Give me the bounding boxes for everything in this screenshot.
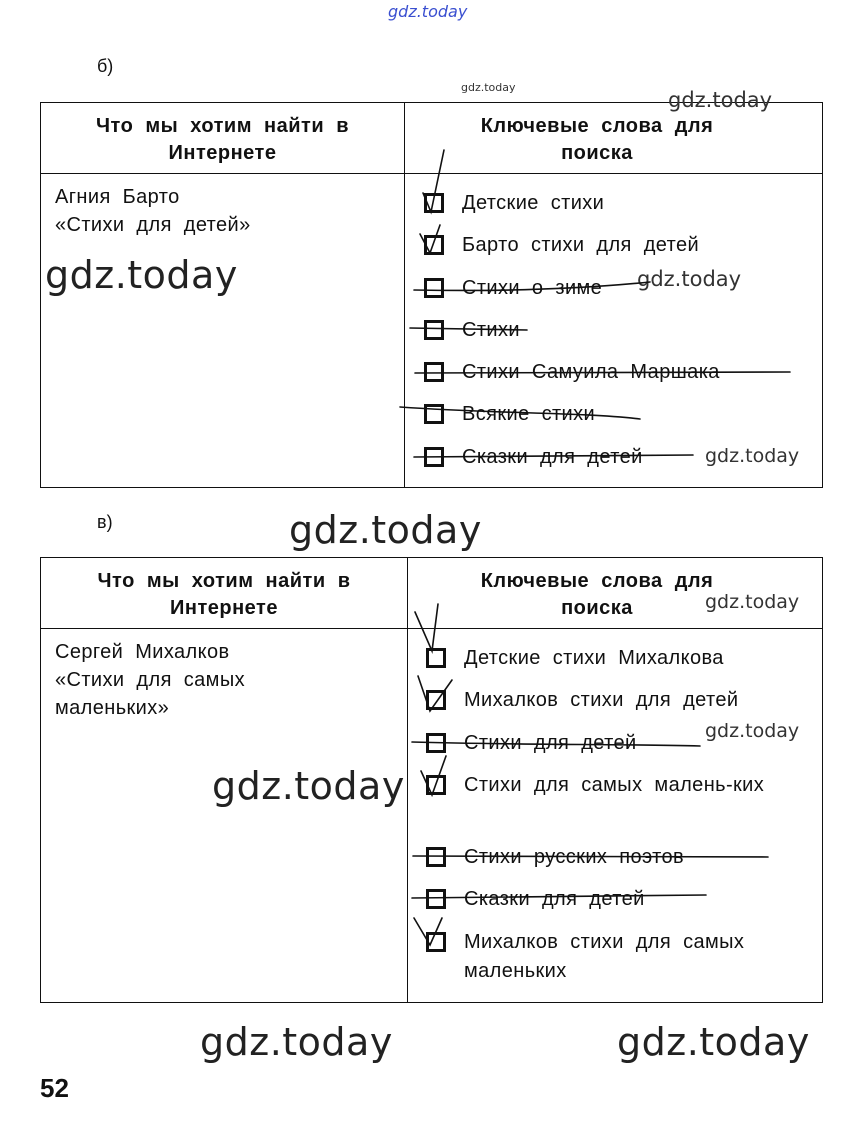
header-right: Ключевые слова для поиска bbox=[480, 570, 714, 619]
watermark-small: gdz.today bbox=[461, 81, 516, 94]
header-left: Что мы хотим найти в Интернете bbox=[95, 115, 349, 164]
watermark-large: gdz.today bbox=[289, 508, 482, 552]
checkbox[interactable] bbox=[424, 404, 444, 424]
option-text: Всякие стихи bbox=[462, 403, 596, 425]
options-list-b bbox=[424, 103, 814, 487]
work-line: Агния Барто bbox=[55, 186, 180, 208]
watermark-large: gdz.today bbox=[45, 253, 238, 297]
option-text: Стихи Самуила Маршака bbox=[462, 361, 720, 383]
watermark-medium: gdz.today bbox=[705, 720, 800, 742]
option-text: Детские стихи bbox=[462, 192, 605, 214]
watermark-medium: gdz.today bbox=[668, 88, 773, 112]
checkbox[interactable] bbox=[426, 690, 446, 710]
watermark-large: gdz.today bbox=[212, 764, 405, 808]
option-text: Стихи bbox=[462, 319, 520, 341]
checkbox[interactable] bbox=[424, 235, 444, 255]
checkbox[interactable] bbox=[424, 362, 444, 382]
option-text: Сказки для детей bbox=[462, 446, 643, 468]
watermark-medium: gdz.today bbox=[705, 591, 800, 613]
checkbox[interactable] bbox=[424, 320, 444, 340]
option-item bbox=[426, 771, 822, 831]
checkbox[interactable] bbox=[424, 193, 444, 213]
header-right: Ключевые слова для поиска bbox=[480, 115, 714, 164]
column-divider bbox=[404, 103, 405, 487]
watermark-medium: gdz.today bbox=[637, 267, 742, 291]
checkbox[interactable] bbox=[426, 932, 446, 952]
table-v bbox=[40, 557, 823, 1003]
header-left: Что мы хотим найти в Интернете bbox=[97, 570, 351, 619]
option-text: Стихи для детей bbox=[464, 732, 637, 754]
option-text: Стихи русских поэтов bbox=[464, 846, 685, 868]
option-text: Детские стихи Михалкова bbox=[464, 647, 724, 669]
work-line: «Стихи для детей» bbox=[55, 214, 251, 236]
column-divider bbox=[407, 558, 408, 1002]
option-text: Сказки для детей bbox=[464, 888, 645, 910]
section-label-v: в) bbox=[97, 512, 113, 532]
checkbox[interactable] bbox=[426, 847, 446, 867]
work-line: маленьких» bbox=[55, 697, 170, 719]
section-label-b: б) bbox=[97, 56, 114, 76]
options-list-v bbox=[426, 558, 822, 1002]
checkbox[interactable] bbox=[426, 733, 446, 753]
option-item bbox=[426, 928, 822, 988]
checkbox[interactable] bbox=[424, 447, 444, 467]
checkbox[interactable] bbox=[424, 278, 444, 298]
checkbox[interactable] bbox=[426, 648, 446, 668]
watermark-large: gdz.today bbox=[617, 1020, 810, 1064]
checkbox[interactable] bbox=[426, 775, 446, 795]
checkbox[interactable] bbox=[426, 889, 446, 909]
option-text: Михалков стихи для детей bbox=[464, 689, 739, 711]
option-text: Барто стихи для детей bbox=[462, 234, 700, 256]
work-title bbox=[55, 638, 375, 722]
watermark-top: gdz.today bbox=[388, 2, 468, 21]
option-text: Стихи о зиме bbox=[462, 277, 603, 299]
page-number: 52 bbox=[40, 1073, 69, 1103]
work-title bbox=[55, 183, 375, 239]
work-line: «Стихи для самых bbox=[55, 669, 246, 691]
option-text: Стихи для самых малень-ких bbox=[464, 774, 765, 796]
watermark-large: gdz.today bbox=[200, 1020, 393, 1064]
work-line: Сергей Михалков bbox=[55, 641, 230, 663]
option-text: Михалков стихи для самых маленьких bbox=[464, 931, 745, 982]
watermark-medium: gdz.today bbox=[705, 445, 800, 467]
